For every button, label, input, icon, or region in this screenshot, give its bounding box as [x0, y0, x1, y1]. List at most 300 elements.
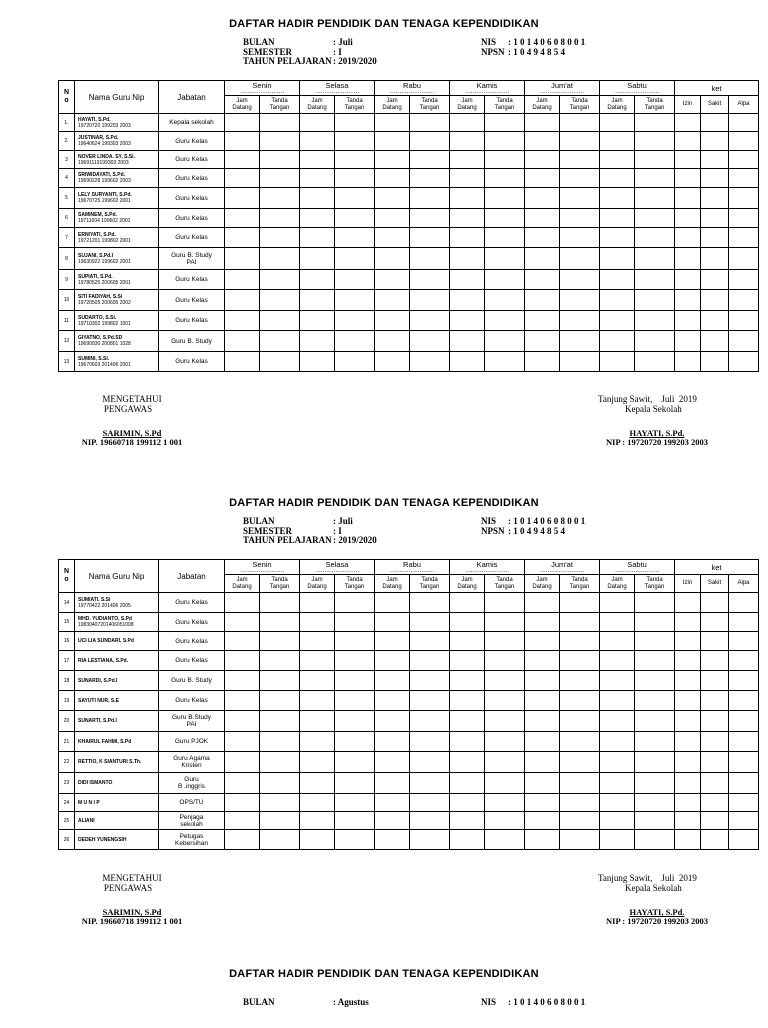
attendance-cell[interactable] — [600, 794, 635, 812]
attendance-cell[interactable] — [729, 228, 759, 248]
attendance-cell[interactable] — [225, 132, 260, 151]
attendance-cell[interactable] — [375, 691, 410, 711]
attendance-cell[interactable] — [485, 794, 525, 812]
attendance-cell[interactable] — [675, 794, 701, 812]
attendance-cell[interactable] — [300, 613, 335, 632]
attendance-cell[interactable] — [450, 132, 485, 151]
attendance-cell[interactable] — [729, 613, 759, 632]
attendance-cell[interactable] — [600, 311, 635, 331]
attendance-cell[interactable] — [600, 711, 635, 732]
attendance-cell[interactable] — [560, 290, 600, 311]
attendance-cell[interactable] — [525, 794, 560, 812]
attendance-cell[interactable] — [375, 773, 410, 794]
attendance-cell[interactable] — [260, 732, 300, 752]
attendance-cell[interactable] — [701, 794, 729, 812]
attendance-cell[interactable] — [675, 830, 701, 850]
attendance-cell[interactable] — [335, 773, 375, 794]
attendance-cell[interactable] — [729, 773, 759, 794]
attendance-cell[interactable] — [600, 752, 635, 773]
attendance-cell[interactable] — [560, 752, 600, 773]
attendance-cell[interactable] — [375, 752, 410, 773]
attendance-cell[interactable] — [335, 830, 375, 850]
attendance-cell[interactable] — [729, 671, 759, 691]
attendance-cell[interactable] — [635, 151, 675, 169]
attendance-cell[interactable] — [635, 691, 675, 711]
attendance-cell[interactable] — [300, 331, 335, 352]
attendance-cell[interactable] — [485, 290, 525, 311]
attendance-cell[interactable] — [410, 132, 450, 151]
attendance-cell[interactable] — [375, 188, 410, 209]
attendance-cell[interactable] — [375, 132, 410, 151]
attendance-cell[interactable] — [675, 651, 701, 671]
attendance-cell[interactable] — [485, 114, 525, 132]
attendance-cell[interactable] — [485, 352, 525, 372]
attendance-cell[interactable] — [525, 632, 560, 651]
attendance-cell[interactable] — [560, 228, 600, 248]
attendance-cell[interactable] — [450, 352, 485, 372]
attendance-cell[interactable] — [560, 711, 600, 732]
attendance-cell[interactable] — [635, 114, 675, 132]
attendance-cell[interactable] — [225, 331, 260, 352]
attendance-cell[interactable] — [375, 593, 410, 613]
attendance-cell[interactable] — [225, 691, 260, 711]
attendance-cell[interactable] — [450, 331, 485, 352]
attendance-cell[interactable] — [675, 114, 701, 132]
attendance-cell[interactable] — [410, 752, 450, 773]
attendance-cell[interactable] — [410, 290, 450, 311]
attendance-cell[interactable] — [525, 651, 560, 671]
attendance-cell[interactable] — [410, 593, 450, 613]
attendance-cell[interactable] — [225, 812, 260, 830]
attendance-cell[interactable] — [300, 794, 335, 812]
attendance-cell[interactable] — [701, 732, 729, 752]
attendance-cell[interactable] — [701, 830, 729, 850]
attendance-cell[interactable] — [450, 151, 485, 169]
attendance-cell[interactable] — [675, 290, 701, 311]
attendance-cell[interactable] — [485, 209, 525, 228]
attendance-cell[interactable] — [485, 593, 525, 613]
attendance-cell[interactable] — [635, 830, 675, 850]
attendance-cell[interactable] — [701, 593, 729, 613]
attendance-cell[interactable] — [729, 209, 759, 228]
attendance-cell[interactable] — [410, 188, 450, 209]
attendance-cell[interactable] — [335, 209, 375, 228]
attendance-cell[interactable] — [410, 114, 450, 132]
attendance-cell[interactable] — [410, 632, 450, 651]
attendance-cell[interactable] — [450, 209, 485, 228]
attendance-cell[interactable] — [525, 311, 560, 331]
attendance-cell[interactable] — [675, 593, 701, 613]
attendance-cell[interactable] — [225, 114, 260, 132]
attendance-cell[interactable] — [635, 209, 675, 228]
attendance-cell[interactable] — [300, 632, 335, 651]
attendance-cell[interactable] — [485, 651, 525, 671]
attendance-cell[interactable] — [450, 613, 485, 632]
attendance-cell[interactable] — [375, 352, 410, 372]
attendance-cell[interactable] — [701, 812, 729, 830]
attendance-cell[interactable] — [600, 169, 635, 188]
attendance-cell[interactable] — [300, 812, 335, 830]
attendance-cell[interactable] — [300, 830, 335, 850]
attendance-cell[interactable] — [635, 331, 675, 352]
attendance-cell[interactable] — [729, 812, 759, 830]
attendance-cell[interactable] — [675, 812, 701, 830]
attendance-cell[interactable] — [375, 270, 410, 290]
attendance-cell[interactable] — [635, 270, 675, 290]
attendance-cell[interactable] — [335, 711, 375, 732]
attendance-cell[interactable] — [225, 151, 260, 169]
attendance-cell[interactable] — [701, 711, 729, 732]
attendance-cell[interactable] — [300, 311, 335, 331]
attendance-cell[interactable] — [225, 228, 260, 248]
attendance-cell[interactable] — [335, 290, 375, 311]
attendance-cell[interactable] — [675, 773, 701, 794]
attendance-cell[interactable] — [485, 773, 525, 794]
attendance-cell[interactable] — [675, 331, 701, 352]
attendance-cell[interactable] — [560, 830, 600, 850]
attendance-cell[interactable] — [600, 830, 635, 850]
attendance-cell[interactable] — [525, 711, 560, 732]
attendance-cell[interactable] — [450, 228, 485, 248]
attendance-cell[interactable] — [560, 812, 600, 830]
attendance-cell[interactable] — [729, 352, 759, 372]
attendance-cell[interactable] — [485, 331, 525, 352]
attendance-cell[interactable] — [260, 290, 300, 311]
attendance-cell[interactable] — [560, 671, 600, 691]
attendance-cell[interactable] — [675, 132, 701, 151]
attendance-cell[interactable] — [300, 752, 335, 773]
attendance-cell[interactable] — [560, 248, 600, 270]
attendance-cell[interactable] — [375, 671, 410, 691]
attendance-cell[interactable] — [560, 613, 600, 632]
attendance-cell[interactable] — [335, 593, 375, 613]
attendance-cell[interactable] — [675, 352, 701, 372]
attendance-cell[interactable] — [450, 290, 485, 311]
attendance-cell[interactable] — [260, 812, 300, 830]
attendance-cell[interactable] — [600, 331, 635, 352]
attendance-cell[interactable] — [600, 651, 635, 671]
attendance-cell[interactable] — [375, 248, 410, 270]
attendance-cell[interactable] — [635, 290, 675, 311]
attendance-cell[interactable] — [260, 773, 300, 794]
attendance-cell[interactable] — [260, 331, 300, 352]
attendance-cell[interactable] — [375, 169, 410, 188]
attendance-cell[interactable] — [635, 352, 675, 372]
attendance-cell[interactable] — [260, 132, 300, 151]
attendance-cell[interactable] — [375, 331, 410, 352]
attendance-cell[interactable] — [410, 794, 450, 812]
attendance-cell[interactable] — [675, 732, 701, 752]
attendance-cell[interactable] — [729, 290, 759, 311]
attendance-cell[interactable] — [375, 290, 410, 311]
attendance-cell[interactable] — [485, 752, 525, 773]
attendance-cell[interactable] — [675, 209, 701, 228]
attendance-cell[interactable] — [701, 773, 729, 794]
attendance-cell[interactable] — [600, 773, 635, 794]
attendance-cell[interactable] — [375, 114, 410, 132]
attendance-cell[interactable] — [485, 151, 525, 169]
attendance-cell[interactable] — [225, 613, 260, 632]
attendance-cell[interactable] — [410, 169, 450, 188]
attendance-cell[interactable] — [260, 311, 300, 331]
attendance-cell[interactable] — [450, 830, 485, 850]
attendance-cell[interactable] — [410, 812, 450, 830]
attendance-cell[interactable] — [485, 613, 525, 632]
attendance-cell[interactable] — [675, 671, 701, 691]
attendance-cell[interactable] — [525, 613, 560, 632]
attendance-cell[interactable] — [260, 613, 300, 632]
attendance-cell[interactable] — [600, 352, 635, 372]
attendance-cell[interactable] — [410, 228, 450, 248]
attendance-cell[interactable] — [335, 270, 375, 290]
attendance-cell[interactable] — [450, 752, 485, 773]
attendance-cell[interactable] — [675, 188, 701, 209]
attendance-cell[interactable] — [410, 732, 450, 752]
attendance-cell[interactable] — [701, 228, 729, 248]
attendance-cell[interactable] — [335, 732, 375, 752]
attendance-cell[interactable] — [410, 773, 450, 794]
attendance-cell[interactable] — [635, 228, 675, 248]
attendance-cell[interactable] — [701, 331, 729, 352]
attendance-cell[interactable] — [260, 711, 300, 732]
attendance-cell[interactable] — [560, 632, 600, 651]
attendance-cell[interactable] — [600, 114, 635, 132]
attendance-cell[interactable] — [600, 732, 635, 752]
attendance-cell[interactable] — [701, 311, 729, 331]
attendance-cell[interactable] — [485, 169, 525, 188]
attendance-cell[interactable] — [560, 794, 600, 812]
attendance-cell[interactable] — [300, 651, 335, 671]
attendance-cell[interactable] — [560, 651, 600, 671]
attendance-cell[interactable] — [600, 248, 635, 270]
attendance-cell[interactable] — [335, 671, 375, 691]
attendance-cell[interactable] — [675, 311, 701, 331]
attendance-cell[interactable] — [260, 270, 300, 290]
attendance-cell[interactable] — [729, 331, 759, 352]
attendance-cell[interactable] — [335, 114, 375, 132]
attendance-cell[interactable] — [560, 209, 600, 228]
attendance-cell[interactable] — [260, 752, 300, 773]
attendance-cell[interactable] — [335, 248, 375, 270]
attendance-cell[interactable] — [600, 593, 635, 613]
attendance-cell[interactable] — [450, 711, 485, 732]
attendance-cell[interactable] — [450, 632, 485, 651]
attendance-cell[interactable] — [375, 311, 410, 331]
attendance-cell[interactable] — [225, 830, 260, 850]
attendance-cell[interactable] — [450, 732, 485, 752]
attendance-cell[interactable] — [701, 209, 729, 228]
attendance-cell[interactable] — [485, 671, 525, 691]
attendance-cell[interactable] — [410, 209, 450, 228]
attendance-cell[interactable] — [260, 830, 300, 850]
attendance-cell[interactable] — [225, 188, 260, 209]
attendance-cell[interactable] — [335, 151, 375, 169]
attendance-cell[interactable] — [375, 613, 410, 632]
attendance-cell[interactable] — [335, 188, 375, 209]
attendance-cell[interactable] — [335, 311, 375, 331]
attendance-cell[interactable] — [260, 671, 300, 691]
attendance-cell[interactable] — [600, 812, 635, 830]
attendance-cell[interactable] — [525, 228, 560, 248]
attendance-cell[interactable] — [675, 613, 701, 632]
attendance-cell[interactable] — [701, 691, 729, 711]
attendance-cell[interactable] — [729, 270, 759, 290]
attendance-cell[interactable] — [701, 132, 729, 151]
attendance-cell[interactable] — [675, 711, 701, 732]
attendance-cell[interactable] — [600, 188, 635, 209]
attendance-cell[interactable] — [450, 311, 485, 331]
attendance-cell[interactable] — [260, 209, 300, 228]
attendance-cell[interactable] — [225, 311, 260, 331]
attendance-cell[interactable] — [485, 711, 525, 732]
attendance-cell[interactable] — [525, 671, 560, 691]
attendance-cell[interactable] — [600, 613, 635, 632]
attendance-cell[interactable] — [560, 593, 600, 613]
attendance-cell[interactable] — [635, 632, 675, 651]
attendance-cell[interactable] — [335, 632, 375, 651]
attendance-cell[interactable] — [300, 188, 335, 209]
attendance-cell[interactable] — [410, 270, 450, 290]
attendance-cell[interactable] — [300, 711, 335, 732]
attendance-cell[interactable] — [729, 311, 759, 331]
attendance-cell[interactable] — [635, 732, 675, 752]
attendance-cell[interactable] — [300, 352, 335, 372]
attendance-cell[interactable] — [701, 752, 729, 773]
attendance-cell[interactable] — [600, 691, 635, 711]
attendance-cell[interactable] — [410, 352, 450, 372]
attendance-cell[interactable] — [701, 352, 729, 372]
attendance-cell[interactable] — [450, 169, 485, 188]
attendance-cell[interactable] — [485, 188, 525, 209]
attendance-cell[interactable] — [635, 132, 675, 151]
attendance-cell[interactable] — [525, 732, 560, 752]
attendance-cell[interactable] — [635, 651, 675, 671]
attendance-cell[interactable] — [525, 352, 560, 372]
attendance-cell[interactable] — [675, 632, 701, 651]
attendance-cell[interactable] — [375, 151, 410, 169]
attendance-cell[interactable] — [600, 632, 635, 651]
attendance-cell[interactable] — [701, 632, 729, 651]
attendance-cell[interactable] — [335, 812, 375, 830]
attendance-cell[interactable] — [300, 773, 335, 794]
attendance-cell[interactable] — [450, 671, 485, 691]
attendance-cell[interactable] — [300, 290, 335, 311]
attendance-cell[interactable] — [525, 248, 560, 270]
attendance-cell[interactable] — [485, 632, 525, 651]
attendance-cell[interactable] — [675, 151, 701, 169]
attendance-cell[interactable] — [675, 228, 701, 248]
attendance-cell[interactable] — [410, 830, 450, 850]
attendance-cell[interactable] — [335, 352, 375, 372]
attendance-cell[interactable] — [635, 752, 675, 773]
attendance-cell[interactable] — [560, 352, 600, 372]
attendance-cell[interactable] — [635, 169, 675, 188]
attendance-cell[interactable] — [635, 613, 675, 632]
attendance-cell[interactable] — [635, 188, 675, 209]
attendance-cell[interactable] — [729, 593, 759, 613]
attendance-cell[interactable] — [701, 651, 729, 671]
attendance-cell[interactable] — [225, 169, 260, 188]
attendance-cell[interactable] — [729, 691, 759, 711]
attendance-cell[interactable] — [701, 248, 729, 270]
attendance-cell[interactable] — [600, 671, 635, 691]
attendance-cell[interactable] — [485, 228, 525, 248]
attendance-cell[interactable] — [225, 752, 260, 773]
attendance-cell[interactable] — [525, 169, 560, 188]
attendance-cell[interactable] — [335, 794, 375, 812]
attendance-cell[interactable] — [485, 270, 525, 290]
attendance-cell[interactable] — [525, 209, 560, 228]
attendance-cell[interactable] — [729, 651, 759, 671]
attendance-cell[interactable] — [485, 132, 525, 151]
attendance-cell[interactable] — [525, 290, 560, 311]
attendance-cell[interactable] — [560, 270, 600, 290]
attendance-cell[interactable] — [635, 711, 675, 732]
attendance-cell[interactable] — [635, 812, 675, 830]
attendance-cell[interactable] — [485, 830, 525, 850]
attendance-cell[interactable] — [260, 651, 300, 671]
attendance-cell[interactable] — [675, 270, 701, 290]
attendance-cell[interactable] — [635, 671, 675, 691]
attendance-cell[interactable] — [525, 188, 560, 209]
attendance-cell[interactable] — [335, 613, 375, 632]
attendance-cell[interactable] — [701, 114, 729, 132]
attendance-cell[interactable] — [675, 169, 701, 188]
attendance-cell[interactable] — [375, 209, 410, 228]
attendance-cell[interactable] — [485, 691, 525, 711]
attendance-cell[interactable] — [560, 311, 600, 331]
attendance-cell[interactable] — [701, 290, 729, 311]
attendance-cell[interactable] — [225, 773, 260, 794]
attendance-cell[interactable] — [729, 711, 759, 732]
attendance-cell[interactable] — [335, 752, 375, 773]
attendance-cell[interactable] — [260, 151, 300, 169]
attendance-cell[interactable] — [260, 794, 300, 812]
attendance-cell[interactable] — [410, 311, 450, 331]
attendance-cell[interactable] — [525, 132, 560, 151]
attendance-cell[interactable] — [225, 732, 260, 752]
attendance-cell[interactable] — [450, 270, 485, 290]
attendance-cell[interactable] — [525, 151, 560, 169]
attendance-cell[interactable] — [450, 114, 485, 132]
attendance-cell[interactable] — [600, 132, 635, 151]
attendance-cell[interactable] — [560, 691, 600, 711]
attendance-cell[interactable] — [375, 651, 410, 671]
attendance-cell[interactable] — [260, 114, 300, 132]
attendance-cell[interactable] — [450, 812, 485, 830]
attendance-cell[interactable] — [635, 593, 675, 613]
attendance-cell[interactable] — [560, 114, 600, 132]
attendance-cell[interactable] — [300, 228, 335, 248]
attendance-cell[interactable] — [729, 794, 759, 812]
attendance-cell[interactable] — [525, 691, 560, 711]
attendance-cell[interactable] — [600, 290, 635, 311]
attendance-cell[interactable] — [225, 593, 260, 613]
attendance-cell[interactable] — [410, 613, 450, 632]
attendance-cell[interactable] — [410, 691, 450, 711]
attendance-cell[interactable] — [410, 671, 450, 691]
attendance-cell[interactable] — [260, 593, 300, 613]
attendance-cell[interactable] — [525, 270, 560, 290]
attendance-cell[interactable] — [335, 132, 375, 151]
attendance-cell[interactable] — [450, 188, 485, 209]
attendance-cell[interactable] — [701, 188, 729, 209]
attendance-cell[interactable] — [701, 613, 729, 632]
attendance-cell[interactable] — [701, 671, 729, 691]
attendance-cell[interactable] — [560, 773, 600, 794]
attendance-cell[interactable] — [225, 248, 260, 270]
attendance-cell[interactable] — [600, 151, 635, 169]
